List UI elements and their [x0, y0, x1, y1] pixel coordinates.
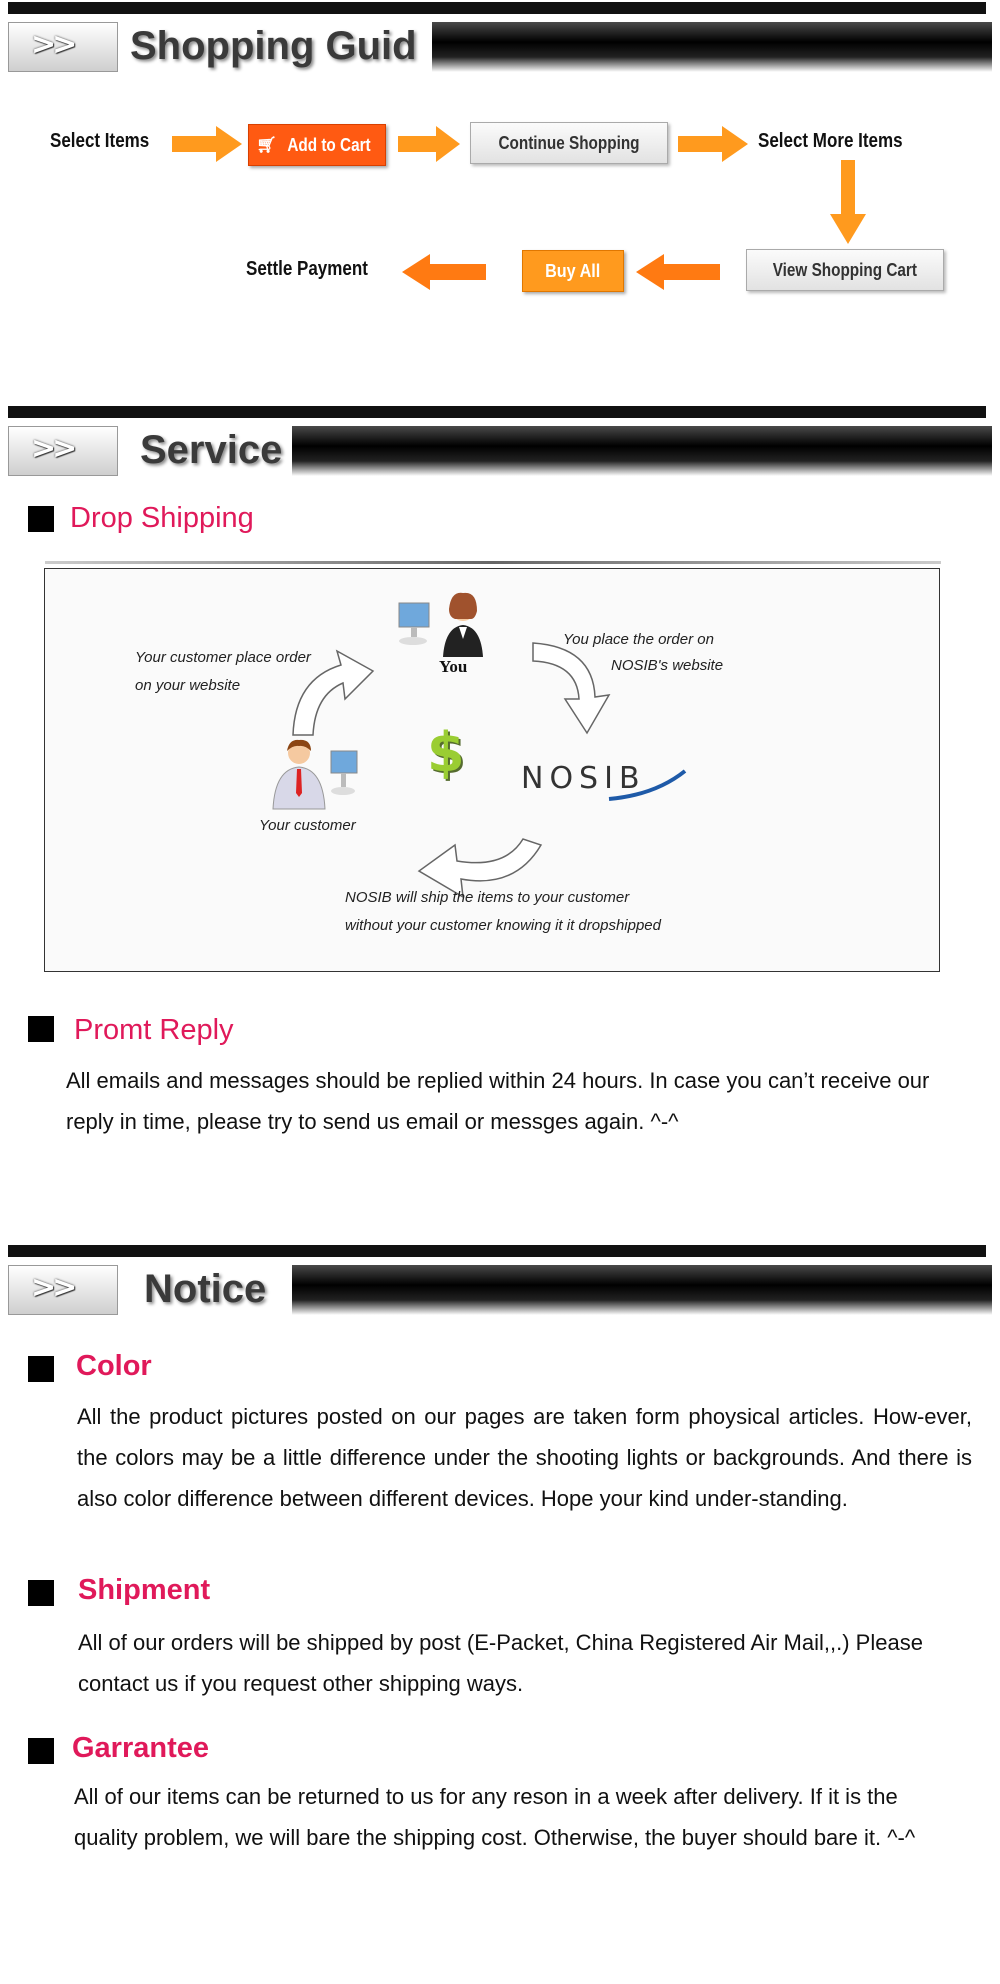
- chevron-icon: >>: [8, 426, 118, 476]
- customer-person-icon: [265, 737, 375, 811]
- header-gradient-bar: [292, 1265, 992, 1315]
- bullet-square-icon: [28, 506, 54, 532]
- drop-shipping-diagram: [44, 568, 940, 972]
- you-place-line2: NOSIB's website: [611, 657, 724, 674]
- ship-line1: NOSIB will ship the items to your customer: [345, 889, 630, 906]
- bullet-square-icon: [28, 1016, 54, 1042]
- step-select-items: Select Items: [50, 130, 150, 152]
- bullet-square-icon: [28, 1356, 54, 1382]
- customer-place-line1: Your customer place order: [135, 649, 311, 666]
- curved-arrow-icon: [289, 639, 379, 739]
- garrantee-title: Garrantee: [72, 1732, 210, 1764]
- you-label: You: [439, 657, 468, 676]
- dollar-icon: $: [427, 721, 465, 784]
- color-text: All the product pictures posted on our pages are taken form phoysical articles. How-ever, the colors may be a little difference under the shooting lights or backgrounds. And there is also color difference between different devices. Hope your kind under-standing.: [77, 1404, 972, 1511]
- prompt-reply-title: Promt Reply: [74, 1014, 234, 1046]
- arrow-right-icon: [398, 126, 462, 162]
- continue-shopping-label: Continue Shopping: [498, 132, 640, 153]
- arrow-left-icon: [402, 254, 486, 290]
- section-title: Service: [140, 428, 283, 472]
- you-person-icon: [395, 589, 505, 659]
- prompt-reply-text: All emails and messages should be replied within 24 hours. In case you can’t receive our reply in time, please try to send us email or messges again. ^-^: [66, 1068, 930, 1134]
- buy-all-button[interactable]: [522, 250, 624, 292]
- your-customer-label: Your customer: [259, 817, 356, 834]
- logo-swoosh-icon: [605, 755, 695, 805]
- ship-line2: without your customer knowing it it dropshipped: [345, 917, 661, 934]
- bullet-square-icon: [28, 1738, 54, 1764]
- header-top-bar: [8, 2, 986, 14]
- curved-arrow-icon: [529, 639, 619, 739]
- customer-place-line2: on your website: [135, 677, 241, 694]
- view-shopping-cart-button[interactable]: [746, 249, 944, 291]
- step-settle-payment: Settle Payment: [246, 258, 368, 280]
- notice-header: [8, 1245, 992, 1317]
- arrow-left-icon: [636, 254, 720, 290]
- shopping-guide-header: [8, 2, 992, 74]
- arrow-right-icon: [172, 126, 244, 162]
- bullet-square-icon: [28, 1580, 54, 1606]
- section-title: Shopping Guid: [130, 24, 417, 68]
- chevron-icon: >>: [8, 1265, 118, 1315]
- color-title: Color: [76, 1350, 152, 1382]
- arrow-right-icon: [678, 126, 750, 162]
- you-place-line1: You place the order on: [563, 631, 714, 648]
- header-gradient-bar: [432, 22, 992, 72]
- buy-all-label: Buy All: [545, 260, 601, 281]
- section-title-box: [120, 426, 292, 476]
- header-top-bar: [8, 1245, 986, 1257]
- cart-icon: 🛒︎: [256, 137, 277, 154]
- section-title-box: [120, 1265, 292, 1315]
- chevron-icon: >>: [8, 22, 118, 72]
- nosib-logo-text: NOSIB: [521, 761, 646, 796]
- drop-shipping-title: Drop Shipping: [70, 502, 254, 534]
- header-gradient-bar: [292, 426, 992, 476]
- add-to-cart-button[interactable]: [248, 124, 386, 166]
- shipment-text: All of our orders will be shipped by post (E-Packet, China Registered Air Mail,,.) Please contact us if you request other shipping ways.: [78, 1630, 923, 1696]
- section-title: Notice: [144, 1267, 267, 1311]
- add-to-cart-label: Add to Cart: [287, 134, 371, 155]
- diagram-top-rule: [45, 561, 941, 564]
- continue-shopping-button[interactable]: [470, 122, 668, 164]
- garrantee-text: All of our items can be returned to us for any reson in a week after delivery. If it is the quality problem, we will bare the shipping cost. Otherwise, the buyer should bare it. ^-^: [74, 1784, 916, 1850]
- header-top-bar: [8, 406, 986, 418]
- service-header: [8, 406, 992, 478]
- step-select-more-items: Select More Items: [758, 130, 903, 152]
- arrow-down-icon: [830, 160, 866, 246]
- view-shopping-cart-label: View Shopping Cart: [772, 259, 918, 280]
- section-title-box: [120, 22, 432, 72]
- shipment-title: Shipment: [78, 1574, 211, 1606]
